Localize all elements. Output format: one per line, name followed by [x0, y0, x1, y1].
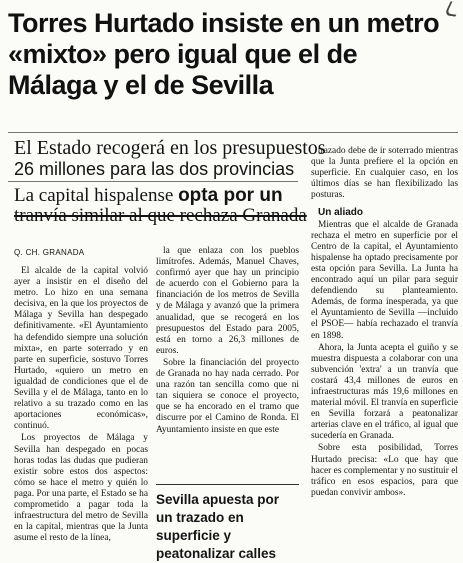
paragraph: El alcalde de la capital volvió ayer a insistir en el diseño del metro. Lo hizo en una semana decisiva, en la que los proyectos de Málaga y Sevilla han despegado definitivamente. «El Ayuntamiento ha defendido siempre una solución mixta», en parte soterrado y en parte en superficie, sostuvo Torres Hurtado, «quiero un metro en igualdad de condiciones que el de Sevilla y el de Málaga, tanto en lo relativo a su trazado como en las aportaciones económicas», continuó.	[14, 266, 148, 432]
subhead-line-2: 26 millones para las dos provincias	[14, 159, 295, 179]
byline: Q. CH. GRANADA	[14, 248, 85, 257]
paragraph: Ahora, la Junta acepta el guiño y se muestra dispuesta a colaborar con una subvención 'extra' a un tranvía que costará 43,4 millones de euros en infraestructuras más 19,6 millones en material móvil. El tranvía en superficie en Sevilla forzará a peatonalizar arterias clave en el tráfico, al igual que sucedería en Granada.	[311, 342, 458, 442]
subhead-rule	[8, 181, 298, 182]
body-column-2	[156, 246, 299, 437]
paragraph: Los proyectos de Málaga y Sevilla han despegado en pocas horas todas las dudas que pudieran existir sobre estos dos aspectos: cómo se hace el metro y quién lo paga. Por una parte, el Estado se ha comprometido a pagar toda la infraestructura del metro de Sevilla en la capital, mientras que la Junta asume el resto de la línea,	[14, 433, 148, 544]
paragraph: Sobre la financiación del proyecto de Granada no hay nada cerrado. Por una razón tan sencilla como que ni tan siquiera se conoce el proyecto, que se ha encorado en el tramo que discurre por el Camino de Ronda. El Ayuntamiento insiste en que este	[156, 357, 299, 435]
paragraph: trazado debe de ir soterrado mientras que la Junta prefiere el la opción en superficie. En cualquier caso, en los últimos días se han flexibilizado las posturas.	[311, 146, 458, 201]
section-title: Un aliado	[318, 207, 364, 219]
deck-line-1-bold: opta por un	[178, 185, 283, 206]
body-column-3	[311, 146, 458, 500]
headline-rule	[8, 132, 458, 133]
deck	[14, 186, 307, 226]
paragraph: Sobre esta posibilidad, Torres Hurtado precisa: «Lo que hay que hacer es complementar y no sustituir el tráfico en esos espacios, para que puedan convivir ambos».	[311, 443, 458, 498]
deck-line-2: tranvía similar al que rechaza Granada	[14, 205, 307, 226]
subhead-line-1: El Estado recogerá en los presupuestos	[14, 137, 326, 159]
paragraph: la que enlaza con los pueblos limítrofes. Además, Manuel Chaves, confirmó ayer que hay un principio de acuerdo con el Gobierno para la financiación de los metros de Sevilla y de Málaga y avanzó que la primera anualidad, que se recogerá en los presupuestos del Estado para 2005, está en torno a 26,3 millones de euros.	[156, 246, 299, 356]
subhead	[14, 138, 326, 180]
pull-quote: Sevilla apuesta por un trazado en superficie y peatonalizar calles	[156, 484, 299, 553]
body-column-1	[14, 266, 148, 545]
deck-line-1-start: La capital hispalense	[14, 185, 179, 206]
paragraph: Mientras que el alcalde de Granada rechaza el metro en superficie por el Centro de la capital, el Ayuntamiento hispalense ha optado precisamente por esta opción para Sevilla. La Junta ha encontrado aquí un pilar para seguir defendiendo su planteamiento. Además, de forma inesperada, ya que el Ayuntamiento de Sevilla —incluido el PSOE— había rechazado el tranvía en 1898.	[311, 219, 458, 341]
headline: Torres Hurtado insiste en un metro «mixto» pero igual que el de Málaga y el de Sevilla	[8, 8, 440, 100]
